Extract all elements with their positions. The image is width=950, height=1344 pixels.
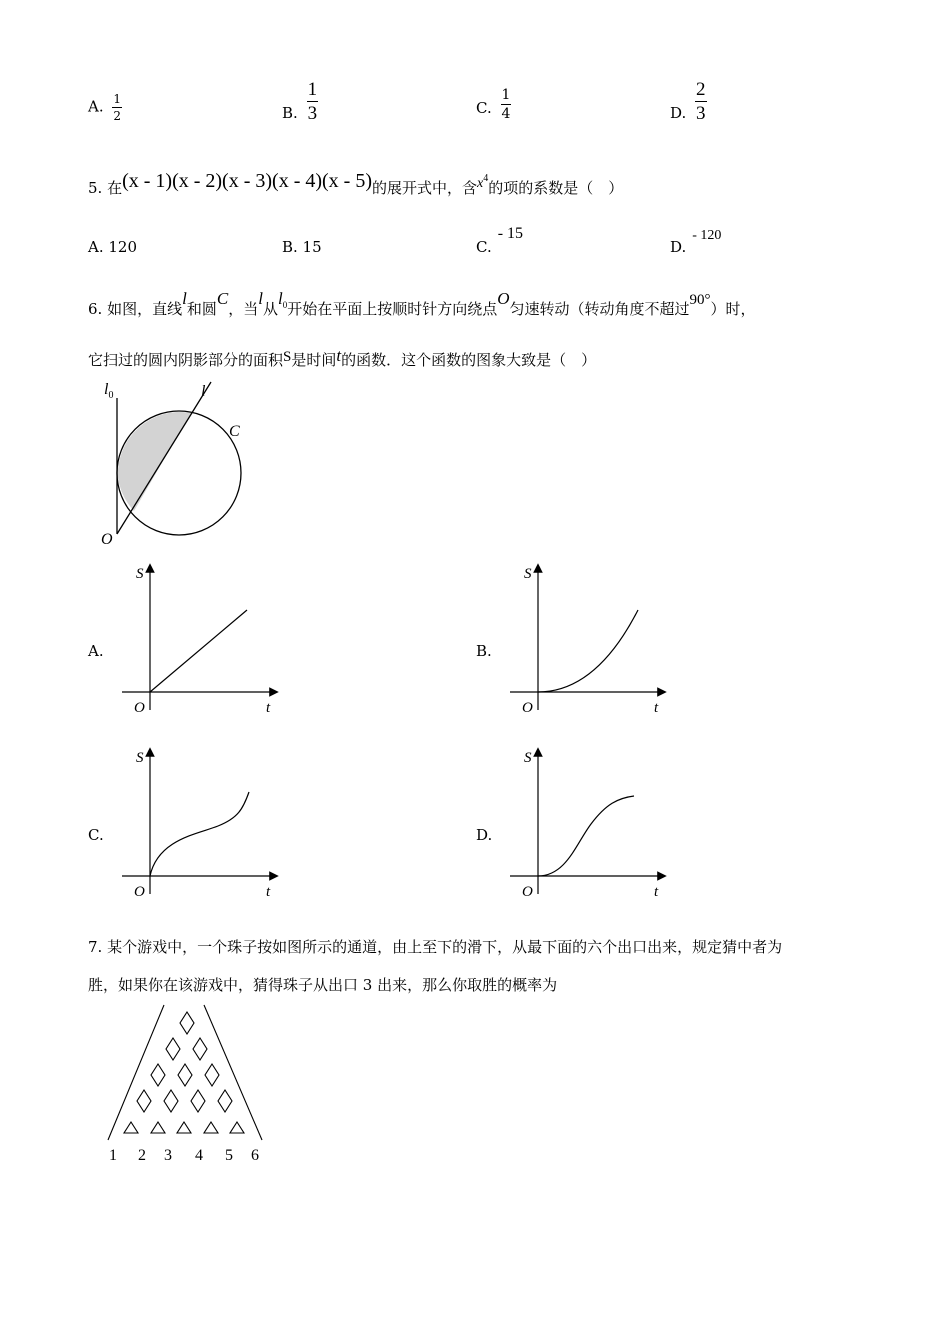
graph-option-c[interactable] xyxy=(118,744,288,904)
channel-right-wall xyxy=(204,1005,262,1140)
curve-convex xyxy=(538,610,638,692)
diamond-peg xyxy=(205,1064,219,1086)
diamond-pegs xyxy=(137,1012,232,1112)
label-o: O xyxy=(101,531,113,548)
q4-option-d[interactable]: D. $\frac{2}{3}$ xyxy=(670,79,706,124)
triangle-divider xyxy=(204,1122,218,1133)
diamond-peg xyxy=(166,1038,180,1060)
diamond-peg xyxy=(218,1090,232,1112)
q6-option-b-label[interactable]: B. xyxy=(476,642,492,660)
shaded-region xyxy=(118,412,191,511)
q5-option-b[interactable]: B. 15 xyxy=(282,238,322,256)
curve-linear xyxy=(150,610,247,692)
triangle-divider xyxy=(124,1122,138,1133)
polynomial-expression: (x - 1)(x - 2)(x - 3)(x - 4)(x - 5) xyxy=(122,170,372,192)
triangle-divider xyxy=(151,1122,165,1133)
q5-option-d[interactable]: D.- 120 xyxy=(670,228,722,256)
q6-figure-circle-line xyxy=(95,378,255,550)
q7-bead-channel-figure xyxy=(100,1003,270,1165)
q7-stem-line1: 7. 某个游戏中，一个珠子按如图所示的通道，由上至下的滑下，从最下面的六个出口出来，规定猜中者为 xyxy=(88,938,783,956)
exit-label: 2 xyxy=(138,1147,146,1164)
y-label: S xyxy=(136,750,144,766)
q6-stem-line2: 它扫过的圆内阴影部分的面积S是时间t的函数．这个函数的图象大致是（ ） xyxy=(88,346,597,369)
curve-s-shaped xyxy=(538,796,634,876)
diamond-peg xyxy=(191,1090,205,1112)
origin-label: O xyxy=(134,700,145,716)
x-label: t xyxy=(654,884,659,900)
label-l: l xyxy=(201,383,206,400)
fraction: $\frac{1}{2}$ xyxy=(113,92,122,123)
diamond-peg xyxy=(151,1064,165,1086)
diamond-peg xyxy=(178,1064,192,1086)
q7-stem-line2: 胜，如果你在该游戏中，猜得珠子从出口 3 出来，那么你取胜的概率为 xyxy=(88,976,558,994)
exit-label: 3 xyxy=(164,1147,172,1164)
x-label: t xyxy=(654,700,659,716)
exit-label: 1 xyxy=(109,1147,117,1164)
fraction: $\frac{1}{3}$ xyxy=(307,79,318,124)
q6-stem-line1: 6. 如图，直线l和圆C，当l从$l_0$开始在平面上按顺时针方向绕点O匀速转动（转动角度不超过90°）时， xyxy=(88,289,756,318)
y-label: S xyxy=(136,566,144,582)
y-label: S xyxy=(524,750,532,766)
triangle-divider xyxy=(230,1122,244,1133)
exit-labels xyxy=(109,1147,259,1164)
fraction: $\frac{1}{4}$ xyxy=(501,87,511,122)
q6-option-c-label[interactable]: C. xyxy=(88,826,104,844)
q4-option-b[interactable]: B. $\frac{1}{3}$ xyxy=(282,79,318,124)
diamond-peg xyxy=(180,1012,194,1034)
triangle-dividers xyxy=(124,1122,244,1133)
x-label: t xyxy=(266,884,271,900)
diamond-peg xyxy=(193,1038,207,1060)
graph-option-b[interactable] xyxy=(506,560,676,720)
q6-option-a-label[interactable]: A. xyxy=(88,642,104,660)
origin-label: O xyxy=(522,884,533,900)
fraction: $\frac{2}{3}$ xyxy=(696,79,706,124)
exit-label: 4 xyxy=(195,1147,203,1164)
exit-label: 6 xyxy=(251,1147,259,1164)
exit-label: 5 xyxy=(225,1147,233,1164)
q5-option-a[interactable]: A. 120 xyxy=(88,238,137,256)
graph-option-d[interactable] xyxy=(506,744,676,904)
q5-stem: 5. 在(x - 1)(x - 2)(x - 3)(x - 4)(x - 5)的展开式中，含$x^4$的项的系数是（ ） xyxy=(88,170,624,197)
curve-concave-then-convex xyxy=(150,792,249,876)
diamond-peg xyxy=(164,1090,178,1112)
origin-label: O xyxy=(134,884,145,900)
x-label: t xyxy=(266,700,271,716)
diamond-peg xyxy=(137,1090,151,1112)
q5-option-c[interactable]: C.- 15 xyxy=(476,225,524,256)
triangle-divider xyxy=(177,1122,191,1133)
y-label: S xyxy=(524,566,532,582)
graph-option-a[interactable] xyxy=(118,560,288,720)
label-l0: $l_0$ xyxy=(104,381,114,401)
channel-left-wall xyxy=(108,1005,164,1140)
origin-label: O xyxy=(522,700,533,716)
label-c: C xyxy=(229,423,240,440)
q6-option-d-label[interactable]: D. xyxy=(476,826,493,844)
q4-option-a[interactable]: A. $\frac{1}{2}$ xyxy=(88,92,122,123)
q4-option-c[interactable]: C. $\frac{1}{4}$ xyxy=(476,87,511,122)
